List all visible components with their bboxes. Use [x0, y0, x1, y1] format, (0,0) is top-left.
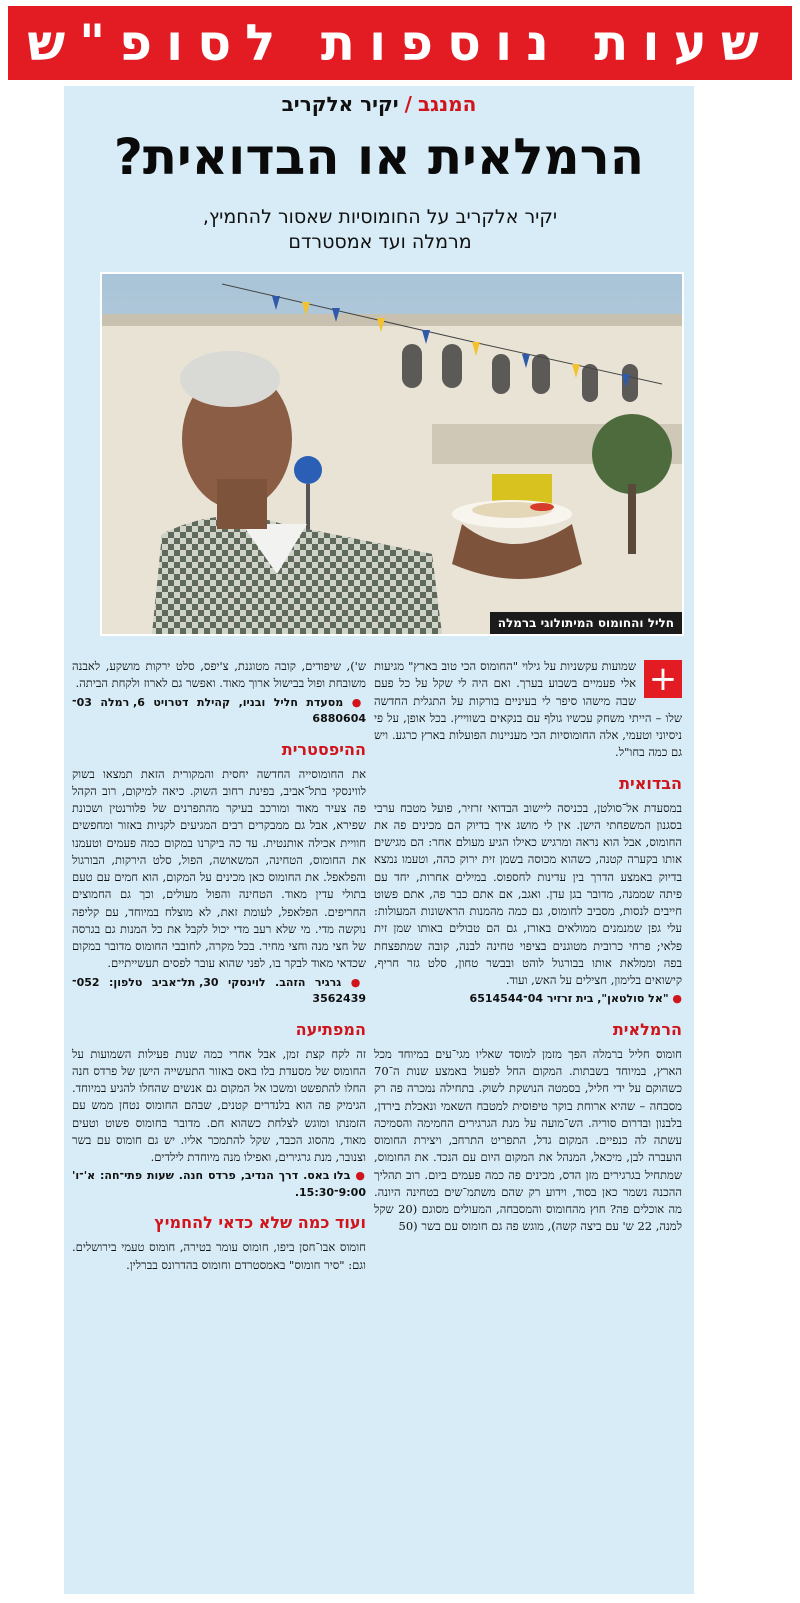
section-body-more: חומוס אבו־חסן ביפו, חומוס עומר בטירה, חומוס טעמי בירושלים. וגם: "סיר חומוס" באמסטרדם וחומוס בהדרונס בברלין. — [72, 1240, 366, 1272]
article-column-left — [72, 658, 366, 1276]
section-title-more: ועוד כמה שלא כדאי להחמיץ — [154, 1213, 366, 1233]
plus-icon: + — [644, 660, 682, 698]
address-bedouin-text: "אל סולטאן", בית זרזיר 04־6514544 — [469, 992, 669, 1006]
article-intro: שמועות עקשניות על גילוי "החומוס הכי טוב בארץ" מגיעות אלי פעמיים בשבוע בערך. ואם היה לי שקל על כל פעם שבה מישהו סיפר לי בעיניים בורקות על התגלית החדשה שלו – הייתי משחק עכשיו גולף עם בנקאים בשווייץ. בכל אופן, על פי ניסיוני וטעמי, אלה החומוסיות הכי מעניינות הפועלות בארץ כרגע. ויש גם כמה בחו"ל. — [374, 659, 682, 760]
section-body-ramla-continued: ש'), שיפודים, קובה מטוגנת, צ'יפס, סלט ירקות מושקע, לאבנה משובחת ופול בבישול ארוך מאוד. ואפשר גם לארוז ולקחת הביתה. — [72, 659, 366, 691]
photo-illustration — [102, 274, 682, 634]
article-column-right — [374, 658, 682, 1238]
address-bedouin — [374, 991, 682, 1008]
bullet-icon: ● — [668, 992, 682, 1006]
section-body-bedouin: במסעדת אל־סולטן, בכניסה ליישוב הבדואי זרזיר, פועל מטבח ערבי בסגנון המשפחתי הישן. אין לי מושג איך בדיוק הם מכינים פה את החומוס, אבל הוא נראה ומרגיש כאילו הגיע מעולם אחר: הם מגישים אותו בקערה קטנה, כשהוא מכוסה בשמן זית ירוק כהה, וטעמו נמצא בדיוק באמצע הדרך בין עדינות לחספוס. במילים אחרות, יחד עם פיתה שממנה, מדובר בגן עדן. ואגב, אם אתם כבר פה, אתם פשוט חייבים לנסות, מסביב לחומוס, גם כמה מהמנות הראשונות המעולות: עלי גפן שמנמנים ממולאים באורז, גם הם טבולים באותו שמן זית פלאי; פרחי כרובית מטוגנים בציפוי טחינה לבנה, קובה שמתפצחת בפה וממלאת אותו בבורגול לוהט ובבשר טחון, סלט גזר חריף, קישואים בלימון, חצילים על האש, ועוד. — [374, 800, 682, 987]
subhead — [90, 205, 670, 254]
author-name: יקיר אלקריב — [281, 92, 399, 116]
byline-separator: / — [404, 92, 412, 116]
address-ramla — [72, 695, 366, 728]
section-body-hipster: את החומוסייה החדשה יחסית והמקורית הזאת תמצאו בשוק לווינסקי בתל־אביב, בפינת רחוב השוק. כיאה למיקום, רוב הקהל פה צעיר מאוד ומורכב בעיקר מהתפרנים של פלורנטין ושכונת שפירא, אבל גם ממבקרים רבים המגיעים לקניות באזור ומחפשים חוויית אכילה אותנטית. עד כה ביקרנו במקום כמה פעמים וטעמנו את החומוס, הטחינה, המשאושה, הפול, סלט הירקות, הבורגול והפלאפל. את החומוס כאן מכינים על המקום, הוא חמים עם טעם בתולי עדין מאוד. הטחינה והפול מעולים, וכך גם החמוצים החריפים. הפלאפל, לעומת זאת, לא מוצלח במיוחד, עם קליפה נוקשה מדי. מי שלא רעב מדי יכול לקבל את כל המנות גם בגרסה של חצי מנה וחצי מחיר. בכל מקרה, לחובבי החומוס מדובר במקום שכדאי מאוד לבקר בו, לפני שהוא עובר לפסים תעשייתיים. — [72, 766, 366, 971]
section-body-ramla: חומוס חליל ברמלה הפך מזמן למוסד שאליו מגי־עים במיוחד מכל הארץ, במיוחד בשבתות. המקום החל לפעול באמצע שנות ה־70 כשהוקם על ידי חליל, בסמטה הנושקת לשוק. בתחילה נמכרה פה רק מסבחה – שהיא ארוחת בוקר טיפוסית למטבח השאמי ונאכלת בירדן, בלבנון ובדרום סוריה. הש־מועה על מנת הגרגירים החמימה והסמיכה עשתה לה כנפיים. המקום גדל, התפריט התרחב, ויצירת החומוס הועברה לבן, מיכאל, המנהל את המקום היום עם הנכד. את החומוס, שמתחיל בגרגירים מזן הדס, מכינים פה כמה פעמים ביום. רוב תהליך ההכנה נשמר כאן בסוד, וידוע רק שהם משתמ־שים בטחינה היונה. מה אוכלים פה? חוץ מהחומוס והמסבחה, המעולים מסוגם (20 שקל למנה, 22 ש' עם ביצה קשה), מוגש פה גם חומוס עם בשר (50 — [374, 1046, 682, 1234]
section-title-ramla: הרמלאית — [612, 1019, 682, 1039]
headline: הרמלאית או הבדואית? — [113, 128, 645, 186]
banner-title: שעות נוספות לסופ"ש — [27, 14, 773, 72]
bullet-icon: ● — [341, 975, 366, 989]
address-hipster-text: גרגיר הזהב. לוינסקי 30, תל־אביב טלפון: 052־3562439 — [72, 975, 366, 1005]
address-surprising — [72, 1168, 366, 1201]
address-ramla-text: מסעדת חליל ובניו, קהילת דטרויט 6, רמלה 03־6880604 — [72, 695, 366, 725]
section-label: המנגב — [417, 92, 477, 116]
address-hipster — [72, 975, 366, 1008]
section-title-hipster: ההיפסטרית — [281, 739, 366, 759]
subhead-line-1: יקיר אלקריב על החומוסיות שאסור להחמיץ, — [202, 206, 558, 228]
byline — [64, 92, 694, 116]
address-surprising-text: בלו באס. דרך הנדיב, פרדס חנה. שעות פתי־חה: א'־ו' 9:00־15:30. — [72, 1169, 366, 1199]
photo-caption: חליל והחומוס המיתולוגי ברמלה — [490, 612, 682, 634]
article-photo — [100, 272, 684, 636]
subhead-line-2: מרמלה ועד אמסטרדם — [288, 230, 472, 253]
bullet-icon: ● — [343, 695, 366, 709]
section-title-bedouin: הבדואית — [619, 773, 682, 793]
bullet-icon: ● — [350, 1169, 366, 1183]
section-title-surprising: המפתיעה — [295, 1019, 366, 1039]
banner — [8, 6, 792, 80]
section-body-surprising: זה לקח קצת זמן, אבל אחרי כמה שנות פעילות השמועות על החומוס של מסעדת בלו באס באזור התעשייה הישן של פרדס חנה החלו להתפשט ומשכו אל המקום גם אנשים שהחלו להגיע במיוחד. הגימיק פה הוא בלנדרים קטנים, שבהם החומוס נטחן ממש עם הזמנתו ומוגש לצלחת כשהוא חם. מדובר בחומוס פשוט וטעים מאוד, מהסוג הכבד, שקל להתמכר אליו. יש גם חומוס עם בשר וצנובר, מנת גרגירים, ואפילו מנה מיוחדת לילדים. — [72, 1046, 366, 1164]
